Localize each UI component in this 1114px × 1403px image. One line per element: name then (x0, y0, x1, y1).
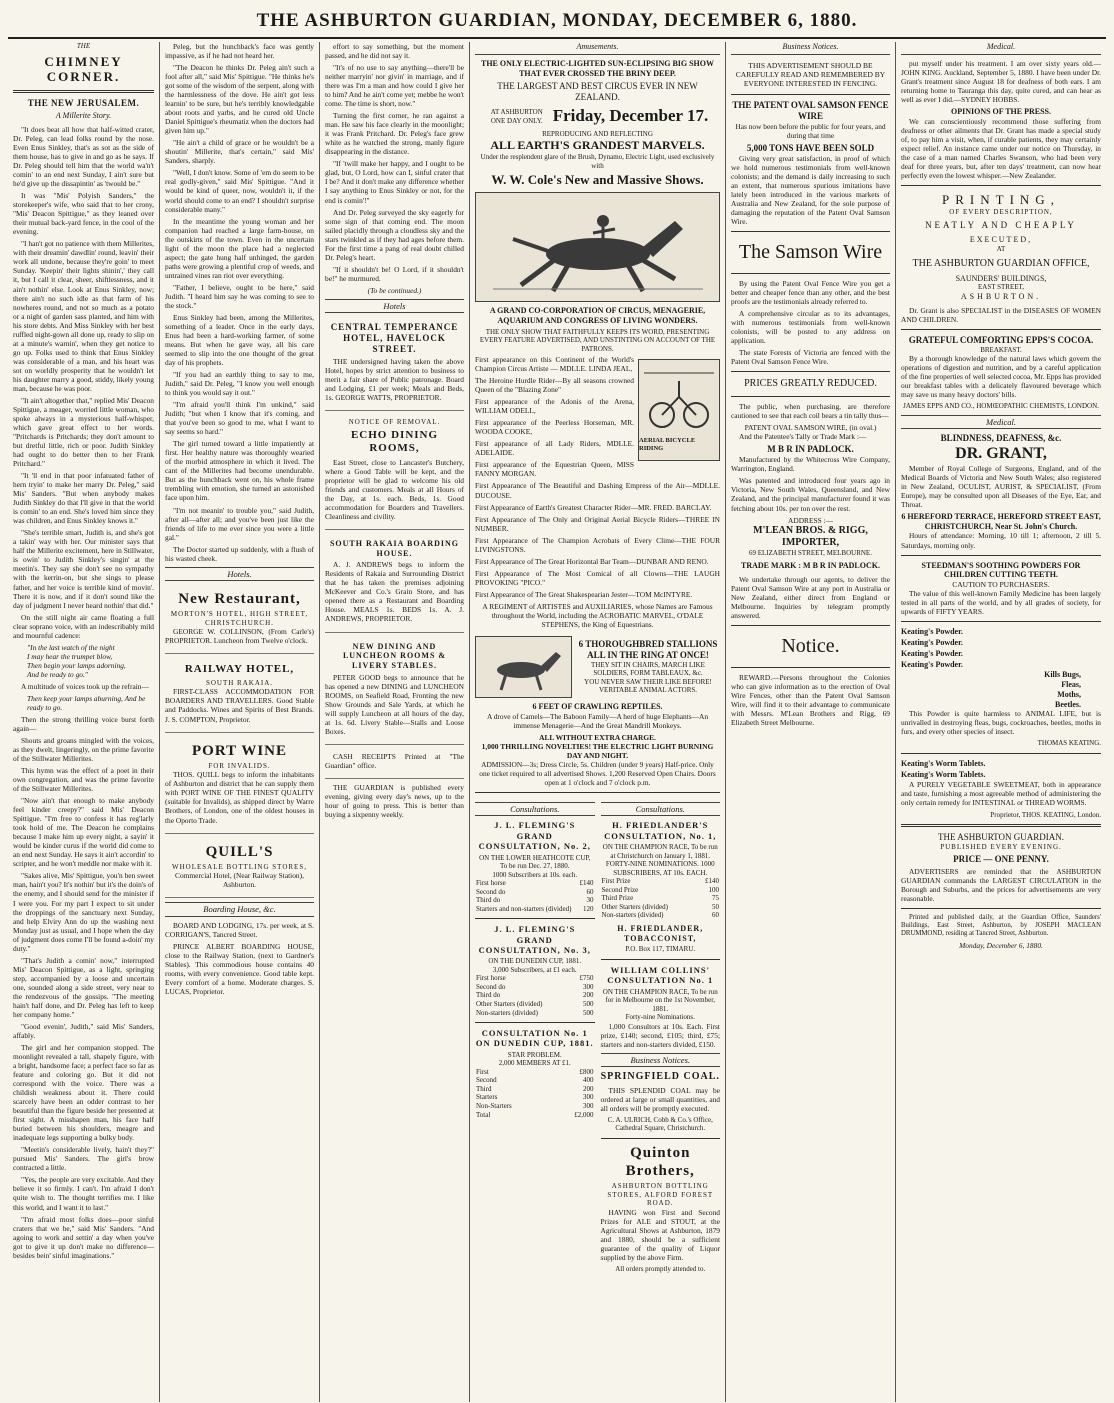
circus-act: First Appearance of The Champion Acrobats of Every Clime—THE FOUR LIVINGSTONS. (475, 535, 720, 554)
table-row: Third do 30 (476, 896, 594, 905)
story-paragraph: Peleg, but the hunchback's face was gently impassive, as if he had not heard her. (165, 42, 314, 61)
circus-reptiles: 6 FEET OF CRAWLING REPTILES. (532, 701, 663, 711)
boarding-ad: BOARD AND LODGING, 17s. per week, at S. CORRIGAN'S, Tancred Street. (165, 920, 314, 939)
kills-line: Beetles. (1055, 699, 1081, 709)
keating-powder-line: Keating's Powder. (901, 648, 963, 658)
samson-wire-title: The Samson Wire (738, 241, 883, 264)
story-paragraph: "Now ain't that enough to make anybody feel kinder creepy?" said Mis' Deacon Spittigue. "I'm free to confess it has reg'larly took hold of me. The Deacon he complains because I make him up every night, a sayin' it would be kinder curus if the world did come to an end next Sunday. He says it ain't accordin' to scripter, and he won't meddle nor make with it. (13, 796, 154, 869)
trade-mark: TRADE MARK : M B R IN PADLOCK. (741, 561, 880, 571)
prices-reduced: PRICES GREATLY REDUCED. (744, 378, 877, 390)
medical-heading: Medical. (901, 42, 1101, 55)
fleming-consultation-3-title: J. L. FLEMING'S GRAND CONSULTATION, No. 3, (478, 924, 591, 955)
bicycle-icon (644, 367, 714, 437)
boarding-heading: Boarding House, &c. (165, 902, 314, 916)
hotels-heading: Hotels (325, 299, 464, 313)
guardian-footer-title: THE ASHBURTON GUARDIAN. (937, 832, 1065, 843)
circus-stallions: 6 THOROUGHBRED STALLIONS ALL IN THE RING AT ONCE! (578, 638, 718, 660)
fleming-3-prizes (475, 974, 595, 1017)
fleming-2-prizes (475, 879, 595, 913)
steedman-title: STEEDMAN'S SOOTHING POWDERS FOR CHILDREN CUTTING TEETH. (921, 560, 1081, 580)
story-paragraph: "Good evenin', Judith," said Mis' Sanders, affably. (13, 1021, 154, 1040)
consultation-1-title: CONSULTATION No. 1 ON DUNEDIN CUP, 1881. (475, 1028, 594, 1049)
circus-camels: A drove of Camels—The Baboon Family—A herd of huge Elephants—An immense Menagerie—And the Great Mandrill Monkeys. (486, 711, 709, 730)
table-row: Second 400 (476, 1076, 594, 1085)
story-paragraph: "Father, I believe, ought to be here," said Judith. "I heard him say he was coming to see to the stock." (165, 282, 314, 310)
kills-line: Kills Bugs, (1044, 670, 1081, 680)
horse-icon (493, 199, 703, 295)
aerial-bicycle-illustration: AERIAL BICYCLE RIDING (638, 359, 720, 461)
story-paragraph: Shouts and groans mingled with the voices, as they dwelt, lingeringly, on the prime favorite of the Stillwater Millerites. (13, 735, 154, 764)
hymn-refrain: Then keep your lamps aburning, And be ready to go. (27, 693, 146, 712)
story-paragraph: "That's Judith a comin' now," interrupted Mis' Deacon Spittigue, as a light, springing step, accompanied by a loose and uncertain one, sounded along a side street, very near to the rendezvous of the gossips. "The meeting hain't half done, and Dr. Peleg has left to keep her company home." (13, 955, 154, 1019)
keating-powder-line: Keating's Powder. (901, 659, 963, 669)
story-paragraph: In the meantime the young woman and her companion had reached a large farm-house, on the outskirts of the town. Even in the uncertain light of the moon the place had a neglected aspect; the gate hung half unhinged, the garden paths were growing a plentiful crop of weeds, and untrained vines ran riot over everything. (165, 216, 314, 280)
column-business: Business Notices. THIS ADVERTISEMENT SHOULD BE CAREFULLY READ AND REMEMBERED BY EVERYONE INTERESTED IN FENCING. THE PATENT OVAL SAMSON FENCE WIRE Has now been before the public for four years, and during that time 5,000 TONS HAVE BEEN SOLD Giving very great satisfaction, in proof of which we hold numerous testimonials from well-known colonists; and the demand is daily increasing to such an extent, that numerous spurious imitations have lately been introduced in the various markets of Australia and New Zealand, for the sole purpose of damaging the reputation of the Patent Oval Samson Wire. The Samson Wire By using the Patent Oval Fence Wire you get a better and cheaper fence than any other, and the best proofs are the testimonials already referred to. A comprehensive circular as to its advantages, with numerous testimonials from well-known colonists, will be posted to any address on application. The state Forests of Victoria are fenced with the Patent Oval Samson Fence Wire. PRICES GREATLY REDUCED. The public, when purchasing, are therefore cautioned to see that each coil bears a tin tally thus— PATENT OVAL SAMSON WIRE, (in oval.) And the Patentee's Tally or Trade Mark :— M B R IN PADLOCK. Manufactured by the Whitecross Wire Company, Warrington, England. Was patented and introduced four years ago in Victoria, New South Wales, Queensland, and New Zealand, and the principal manufacturer found it was fetching about 10s. per ton over the rest. ADDRESS :— M'LEAN BROS. & RIGG, IMPORTER, 69 ELIZABETH STREET, MELBOURNE. TRADE MARK : M B R IN PADLOCK. We undertake through our agents, to deliver the Patent Oval Samson Wire at any port in Australia or New Zealand, either direct from England or Melbourne. Inquiries by telegram promptly answered. Notice. REWARD.—Persons throughout the Colonies who can give information as to the erection of Oval Wire Fences, other than the Patent Oval Samson Wire, will find it to their advantage to communicate with Messrs. M'Lean Brothers and Rigg, 69 Elizabeth Street Melbourne. (726, 42, 896, 1402)
story-paragraph: The Doctor started up suddenly, with a flush of his wasted cheek. (165, 544, 314, 563)
story-title: THE NEW JERUSALEM. (27, 98, 140, 109)
hotels-heading: Hotels. (165, 567, 314, 581)
story-paragraph: "If 'twill make her happy, and I ought to be glad, but, O Lord, how can I, sinful crater that I be? And it don't make any difference whether I say anything to Enus Sinkley or not, for the end is comin'!" (325, 159, 464, 205)
table-row: First horse £140 (476, 879, 594, 888)
to-be-continued: (To be continued.) (367, 285, 422, 295)
friedlander-1-title: H. FRIEDLANDER'S CONSULTATION, No. 1, (604, 820, 717, 841)
masthead: THE ASHBURTON GUARDIAN, MONDAY, DECEMBER 6, 1880. (8, 6, 1106, 39)
stallion-icon (481, 642, 566, 692)
table-row: First horse £750 (476, 974, 594, 983)
circus-chairs: THEY SIT IN CHAIRS, MARCH LIKE SOLDIERS, FORM TABLEAUX, &c. (591, 660, 705, 678)
tons-sold: 5,000 TONS HAVE BEEN SOLD (746, 143, 875, 154)
story-paragraph: And Dr. Peleg surveyed the sky eagerly for some sign of that coming end. The moon sailed placidly through a cloudless sky and the stars twinkled as if they had ages before them. For the first time a pang of real doubt chilled Dr. Peleg's heart. (325, 207, 464, 262)
kills-line: Fleas, (1061, 680, 1081, 690)
imprint-date: Monday, December 6, 1880. (959, 941, 1043, 951)
circus-admission: ADMISSION—3s; Dress Circle, 5s. Children (under 9 years) Half-price. Only one ticket required to all advertised Shows. 1,200 Reserved Open Chairs. Doors open at 1 o'clock and 7 o'clock p.m. (479, 760, 716, 788)
table-row: Total £2,000 (476, 1110, 594, 1119)
story-paragraph: "Meetin's considerable lively, hain't they?" pursued Mis' Sanders. The girl's brow contracted a little. (13, 1145, 154, 1173)
story-paragraph: effort to say something, but the moment passed, and he did not say it. (325, 42, 464, 61)
circus-largest: THE LARGEST AND BEST CIRCUS EVER IN NEW ZEALAND. (497, 81, 698, 103)
ad-new-restaurant: New Restaurant, MORTON'S HOTEL, HIGH STREET, CHRISTCHURCH. GEORGE W. COLLINSON, (From Carle's) PROPRIETOR. Luncheon from Twelve o'clock. (165, 585, 314, 654)
ad-railway-hotel: RAILWAY HOTEL, SOUTH RAKAIA. FIRST-CLASS ACCOMMODATION FOR BOARDERS AND TRAVELLERS. Good Stable and Paddocks. Wines and Spirits of Best Brands. J. S. COMPTON, Proprietor. (165, 658, 314, 732)
guardian-office: THE ASHBURTON GUARDIAN OFFICE, (912, 257, 1090, 269)
stallions-illustration (475, 636, 572, 698)
press-opinions-title: OPINIONS OF THE PRESS. (950, 106, 1052, 116)
circus-act: First appearance of the Peerless Horseman, MR. WOODA COOKE, (475, 418, 634, 437)
circus-cole: W. W. Cole's New and Massive Shows. (491, 172, 704, 188)
trade-mark-padlock: M B R IN PADLOCK. (767, 444, 854, 455)
circus-act: First appearance of the Equestrian Queen, MISS FANNY MORGAN. (475, 460, 634, 479)
worm-tablets-line: Keating's Worm Tablets. (901, 758, 986, 768)
column-medical: Medical. put myself under his treatment. I am over sixty years old.—JOHN KING. Auckland, September 5, 1880. I have been under Dr. Grant's treatment since August 18 for deafness of both ears. I am returning home to Tauranga this day, quite cured, and can hear as well as ever I did.—SYDNEY HOBBS. OPINIONS OF THE PRESS. We can conscientiously recommend those suffering from deafness or other ailments that Dr. Grant has made a special study of, to pay him a visit, when, if curable patients, they may certainly expect relief. An instance came under our notice on Thursday, in the case of a man named Charles Swanson, who had been very deaf for three years, but, after ten days' treatment, can now hear perfectly even the lowest whisper.—New Zealander. PRINTING, OF EVERY DESCRIPTION, NEATLY AND CHEAPLY EXECUTED, AT THE ASHBURTON GUARDIAN OFFICE, SAUNDERS' BUILDINGS, EAST STREET, ASHBURTON. Dr. Grant is also SPECIALIST in the DISEASES OF WOMEN AND CHILDREN. GRATEFUL COMFORTING EPPS'S COCOA. BREAKFAST. By a thorough knowledge of the natural laws which govern the operations of digestion and nutrition, and by a careful application of the fine properties of well selected cocoa, Mr. Epps has provided our breakfast tables with a delicately flavoured beverage which may save us many heavy doctors' bills. JAMES EPPS AND CO., HOMŒOPATHIC CHEMISTS, LONDON. Medical. BLINDNESS, DEAFNESS, &c. DR. GRANT, Member of Royal College of Surgeons, England, and of the Medical Boards of Victoria and New South Wales; also registered in New Zealand, OCULIST, AURIST, & SPECIALIST, (From Europe), may be consulted upon all Diseases of the Eye, Ear, and Throat. 6 HEREFORD TERRACE, HEREFORD STREET EAST, CHRISTCHURCH, Near St. John's Church. Hours of attendance: Morning, 10 till 1; afternoon, 2 till 5. Saturdays, morning only. STEEDMAN'S SOOTHING POWDERS FOR CHILDREN CUTTING TEETH. CAUTION TO PURCHASERS. The value of this well-known Family Medicine has been largely tested in all parts of the world, and by all grades of society, for upwards of FIFTY YEARS. Keating's Powder. Keating's Powder. Keating's Powder. Keating's Powder. Kills Bugs, Fleas, Moths, Beetles. This Powder is quite harmless to ANIMAL LIFE, but is unrivalled in destroying fleas, bugs, cockroaches, beetles, moths in furs, and every other species of insect. THOMAS KEATING. Keating's Worm Tablets. Keating's Worm Tablets. A PURELY VEGETABLE SWEETMEAT, both in appearance and taste, furnishing a most agreeable method of administering the only certain remedy for INTESTINAL or THREAD WORMS. Proprietor, THOS. KEATING, London. THE ASHBURTON GUARDIAN. PUBLISHED EVERY EVENING. PRICE — ONE PENNY. ADVERTISERS are reminded that the ASHBURTON GUARDIAN commands the LARGEST CIRCULATION in the Borough and Suburbs, and the prices for advertisements are very reasonable. Printed and published daily, at the Guardian Office, Saunders' Buildings, East Street, Ashburton, by JOSEPH MACLEAN DRUMMOND, residing at Tancred Street, Ashburton. Monday, December 6, 1880. (901, 42, 1101, 951)
ad-quills: QUILL'S WHOLESALE BOTTLING STORES, Commercial Hotel, (Near Railway Station), Ashburton. (165, 838, 314, 899)
boarding-ad: PRINCE ALBERT BOARDING HOUSE, close to the Railway Station, (next to Gardner's Stables). This commodious house contains 40 rooms, with every convenience. Good table kept. Every comfort of a home. Moderate charges. S. LUCAS, Proprietor. (165, 941, 314, 997)
circus-act: First appearance on this Continent of the World's Champion Circus Artiste — MDLLE. LINDA JEAL, (475, 355, 634, 374)
horse-rider-illustration (475, 192, 720, 302)
story-paragraph: "It 'll end in that poor infatuated father of hern tryin' to make her marry Dr. Peleg," said Mis' Sanders. "But when anybody makes Judith Sinkley do that I'll give in that the world is comin' to an end. She's loved him since they was children, and Enus Sinkley knows it." (13, 471, 154, 526)
story-paragraph: "Well, I don't know. Some of 'em do seem to be real godly-given," said Mis' Spittigue. "And it would be kind of queer, now, wouldn't it, if the world should come to an end? I shouldn't surprise considerable many." (165, 168, 314, 214)
circus-marvels: ALL EARTH'S GRANDEST MARVELS. (490, 138, 705, 153)
story-paragraph: The girl and her companion stopped. The moonlight revealed a tall, shapely figure, with a bright, handsome face; a perfect face so far as feature and coloring go. But it did not correspond with the voice. There was a childish weakness about it. There could scarcely have been an odder contrast to her beautiful than the figure beside her presented at first sight. A misshapen man, his face half buried between his shoulders, meagre and inadequate legs supporting a bulky body. (13, 1042, 154, 1143)
table-row: Non-starters (divided) 60 (601, 911, 719, 920)
patent-wire-title: THE PATENT OVAL SAMSON FENCE WIRE (732, 100, 889, 122)
column-amusements: Amusements. THE ONLY ELECTRIC-LIGHTED SUN-ECLIPSING BIG SHOW THAT EVER CROSSED THE BRINY DEEP. THE LARGEST AND BEST CIRCUS EVER IN NEW ZEALAND. AT ASHBURTON ONE DAY ONLY. Friday, December 17. REPRODUCING AND REFLECTING ALL EARTH'S GRANDEST MARVELS. Under the resplendent glare of the Brush, Dynamo, Electric Light, used exclusively with W. W. Cole's New and Massive Shows. A GRAND CO-CORPORATION OF CIRCUS, MENAGERIE, AQUARIUM AND CONGRESS OF LIVING WONDERS. THE ONLY SHOW THAT FAITHFULLY KEEPS ITS WORD, PRESENTING EVERY FEATURE ADVERTISED, AND UNSTINTING ON ACCOUNT OF THE PATRONS. First appearance on this Continent of the World's Champion Circus Artiste — MDLLE. LINDA JEAL, The Heroine Hurdle Rider—By all seasons crowned Queen of the "Blazing Zone" First appearance of the Adonis of the Arena, WILLIAM ODELL, First appearance of the Peerless Horseman, MR. WOODA COOKE, First appearance of all Lady Riders, MDLLE. ADELAIDE. First appearance of the Equestrian Queen, MISS FANNY MORGAN. AERIAL BICYCLE RIDING First Appearance of The Beautiful and Dashing Empress of the Air—MDLLE. DUCOUSE. First Appearance of Earth's Greatest Character Rider—MR. FRED. BARCLAY. First Appearance of The Only and Original Aerial Bicycle Riders—THREE IN NUMBER. First Appearance of The Champion Acrobats of Every Clime—THE FOUR LIVINGSTONS. First Appearance of The Great Horizontal Bar Team—DUNBAR AND RENO. First Appearance of The Most Comical of all Clowns—THE LAUGH PROVOKING "PICO." First Appearance of The Great Shakespearian Jester—TOM McINTYRE. A REGIMENT of ARTISTES and AUXILIARIES, whose Names are Famous throughout the World, including the ACROBATIC MARVEL, O'DALE STEPHENS, the King of Equestrians. 6 THOROUGHBRED STALLIONS ALL IN THE RING AT ONCE! THEY SIT IN CHAIRS, MARCH LIKE SOLDIERS, FORM TABLEAUX, &c. YOU NEVER SAW THEIR LIKE BEFORE! VERITABLE ANIMAL ACTORS. 6 FEET OF CRAWLING REPTILES. A drove of Camels—The Baboon Family—A herd of huge Elephants—An immense Menagerie—And the Great Mandrill Monkeys. ALL WITHOUT EXTRA CHARGE. 1,000 THRILLING NOVELTIES! THE ELECTRIC LIGHT BURNING DAY AND NIGHT. ADMISSION—3s; Dress Circle, 5s. Children (under 9 years) Half-price. Only one ticket required to all advertised Shows. 1,200 Reserved Open Chairs. Doors open at 1 o'clock and 7 o'clock p.m. Consultations. J. L. FLEMING'S GRAND CONSULTATION, No. 2, ON THE LOWER HEATHCOTE CUP, To be run Dec. 27, 1880. 1000 Subscribers at 10s. each. First horse £140 Second do 60 Third do 30 Starters and non-starters (divided) 120 J. L. FLEMING'S GRAND CONSULTATION, No. 3, ON THE DUNEDIN CUP, 1881. 3,000 Subscribers, at £1 each. First horse £750 Second do 300 Third do 200 Other Starters (divided) 500 Non-starters (divided) 500 CONSULTATION No. 1 ON DUNEDIN CUP, 1881. STAR PROBLEM. 2,000 MEMBERS AT £1. First £800 Second 400 Third 200 Starters 300 Non-Starters 300 Total £2,000 Consultations. H. FRIEDLANDER'S CONSULTATION, No. 1, ON THE CHAMPION RACE, To be run at Christchurch on January 1, 1881. FORTY-NINE NOMINATIONS. 1000 SUBSCRIBERS, AT 10s. EACH. First Prize £140 Second Prize 100 Third Prize 75 Other Starters (divided) 50 Non-starters (divided) 60 H. FRIEDLANDER, TOBACCONIST, P.O. Box 117, TIMARU. WILLIAM COLLINS' CONSULTATION No. 1 ON THE CHAMPION RACE, To be run for in Melbourne on the 1st November, 1881. Forty-nine Nominations. 1,000 Consultors at 10s. Each. First prize, £140; second, £105; third, £75; starters and non-starters divided, £150. Business Notices. SPRINGFIELD COAL. THIS SPLENDID COAL may be ordered at large or small quantities, and all orders will be promptly executed. C. A. ULRICH, Cobb & Co.'s Office, Cathedral Square, Christchurch. Quinton Brothers, ASHBURTON BOTTLING STORES, ALFORD FOREST ROAD. HAVING won First and Second Prizes for ALE and STOUT, at the Agricultural Shows at Ashburton, 1879 and 1880, should be a sufficient guarantee of the quality of Liquor supplied by the above Firm. All orders promptly attended to. (470, 42, 726, 1402)
story-paragraph: "I han't got no patience with them Millerites, with their dreamin' dawdlin' round, leavin' their work all undone, because they're goin' to meet Sunday. 'Keepin' their lights shinin',' they call it, but I call it clear, sheer, shiftlessness, and it ain't nothin' else. Look at Enus Sinkley, now; there ain't no such idle as that farm of his nowheres round, and not so much as a potato or a night of garden sass planted, and him with his store debts. And Miss Sinkley with her best ruffled night-gown all done up, ready to slip on at a minute's warnin', when they get notice to go up. Folks used to think that Enus Sinkley was considerable of a man, and his heart was sot on worldly prosperity that he wouldn't let his daughter marry a good, stiddy, likely young man, because he was poor. (13, 239, 154, 393)
circus-act: First Appearance of Earth's Greatest Character Rider—MR. FRED. BARCLAY. (475, 502, 712, 512)
circus-act: First Appearance of The Great Shakespearian Jester—TOM McINTYRE. (475, 589, 693, 599)
story-paragraph: Turning the first corner, he ran against a man. He saw his face clearly in the moonlight; it was Frank Pritchard. Dr. Peleg's face grew white as he watched the strong, manly figure disappearing in the distance. (325, 111, 464, 157)
story-subtitle: A Millerite Story. (55, 111, 112, 121)
business-heading: Business Notices. (601, 1053, 721, 1067)
circus-corporation: A GRAND CO-CORPORATION OF CIRCUS, MENAGERIE, AQUARIUM AND CONGRESS OF LIVING WONDERS. (489, 306, 706, 325)
circus-act: First Appearance of The Beautiful and Dashing Empress of the Air—MDLLE. DUCOUSE. (475, 481, 720, 500)
circus-lead: THE ONLY ELECTRIC-LIGHTED SUN-ECLIPSING BIG SHOW THAT EVER CROSSED THE BRINY DEEP. (480, 58, 715, 78)
ad-port-wine: PORT WINE FOR INVALIDS. THOS. QUILL begs to inform the inhabitants of Ashburton and district that he can supply them with PORT WINE OF THE FINEST QUALITY (suitable for Invalids), as shipped direct by Warre Brothers, of London, one of the oldest houses in the Oporto Trade. (165, 737, 314, 834)
collins-body: 1,000 Consultors at 10s. Each. First prize, £140; second, £105; third, £75; starters and non-starters divided, £150. (600, 1021, 720, 1049)
story-paragraph: "It ain't altogether that," replied Mis' Deacon Spittigue, a meager, worried little woman, who spoke always in a mysterious half-whisper, which gave great effect to her words. "Pritchards is Pritchards; they don't amount to but dretful little, rich or poor. Judith Sinkley had ought to do better then to her Frank Pritchard." (13, 395, 154, 469)
table-row: Second do 300 (476, 982, 594, 991)
springfield-title: SPRINGFIELD COAL. (600, 1071, 720, 1083)
ad-south-rakaia: SOUTH RAKAIA BOARDING HOUSE. A. J. ANDREWS begs to inform the Residents of Rakaia and Surrounding District that he has taken the premises adjoining McKeever and Co.'s Grain Store, and has opened there as a Restaurant and Boarding House. MEALS 1s. BEDS 1s. A. J. ANDREWS, PROPRIETOR. (325, 534, 464, 633)
consultations-heading: Consultations. (475, 802, 595, 816)
story-paragraph: "He ain't a child of grace or he wouldn't be a shoutin' Millerite, that's certain," said Mis' Sanders, sharply. (165, 138, 314, 166)
keating-powder-line: Keating's Powder. (901, 638, 963, 648)
circus-act: First Appearance of The Only and Original Aerial Bicycle Riders—THREE IN NUMBER. (475, 514, 720, 533)
column-story-and-hotels (160, 42, 320, 1402)
circus-act: The Heroine Hurdle Rider—By all seasons crowned Queen of the "Blazing Zone" (475, 376, 634, 395)
circus-extra: ALL WITHOUT EXTRA CHARGE. (539, 732, 656, 742)
circus-novelties: 1,000 THRILLING NOVELTIES! THE ELECTRIC LIGHT BURNING DAY AND NIGHT. (481, 741, 714, 760)
section-label: THE (76, 42, 91, 50)
story-paragraph: "Yes, the people are very excitable. And they believe it so firmly. I can't. I'm afraid I don't quite wish to. The thought terrifies me. I like this world, and I want it to last." (13, 1175, 154, 1212)
story-paragraph: Enus Sinkley had been, among the Millerites, something of a leader. Once in the early days, Enus had been a hard-working farmer, of some means. But when he gave way, all his care seemed to slip into the one thought of the great day of his prophets. (165, 312, 314, 368)
consultations-heading-2: Consultations. (601, 802, 721, 816)
keating-powder-line: Keating's Powder. (901, 627, 963, 637)
story-paragraph: "I'm not meanin' to trouble you," said Judith, after all—after all; and you've been just like the friends of life to me ever since you were a little gal." (165, 505, 314, 542)
circus-under: Under the resplendent glare of the Brush, Dynamo, Electric Light, used exclusively with (480, 153, 715, 170)
story-paragraph: "If you had an earthly thing to say to me, Judith," said Dr. Peleg, "I know you well enough to think you would say it out." (165, 370, 314, 398)
table-row: First Prize £140 (601, 877, 719, 886)
ad-echo-dining: NOTICE OF REMOVAL. ECHO DINING ROOMS, East Street, close to Lancaster's Butchery, where a Good Table will be kept, and the proprietor will be glad to welcome his old friends and customers. Meals at all Hours of the Day, at 1s. each. Beds, 1s. Good accommodation for Boarders and Travellers. Cleanliness and civility. (325, 415, 464, 530)
circus-never: YOU NEVER SAW THEIR LIKE BEFORE! VERITABLE ANIMAL ACTORS. (584, 677, 712, 695)
story-paragraph: Then the strong thrilling voice burst forth again— (13, 714, 154, 733)
table-row: Non-starters (divided) 500 (476, 1008, 594, 1017)
quinton-title: Quinton Brothers, (625, 1144, 695, 1179)
story-paragraph: The girl turned toward a little impatiently at first. Her healthy nature was thoroughly wearied of the morbid atmosphere in which it lived. The cant of the Millerites had become unendurable. But as the hunchback went on, his whole frame trembling with emotion, she turned an astonished face upon him. (165, 439, 314, 503)
ad-new-dining: NEW DINING AND LUNCHEON ROOMS & LIVERY STABLES. PETER GOOD begs to announce that he has opened a new DINING and LUNCHEON ROOMS, on Seafield Road, Fronting the new Show Grounds and Sale Yards, at which he will supply Luncheon at all hours of the day, at 1s. 6d. Livery Stable—Stalls and Loose Boxes. (325, 637, 464, 745)
circus-reproducing: REPRODUCING AND REFLECTING (542, 129, 653, 138)
table-row: Starters and non-starters (divided) 120 (476, 904, 594, 913)
printing-title: PRINTING, (942, 191, 1060, 207)
columns (8, 42, 1106, 1402)
circus-regiment: A REGIMENT of ARTISTES and AUXILIARIES, whose Names are Famous throughout the World, including the ACROBATIC MARVEL, O'DALE STEPHENS, the King of Equestrians. (482, 601, 713, 629)
fleming-consultation-2-title: J. L. FLEMING'S GRAND CONSULTATION, No. 2, (478, 820, 591, 852)
mclean-bros: M'LEAN BROS. & RIGG, IMPORTER, (753, 524, 868, 548)
table-row: Other Starters (divided) 50 (601, 902, 719, 911)
story-paragraph: A multitude of voices took up the refrain— (21, 681, 149, 691)
business-notices-heading: Business Notices. (731, 42, 890, 55)
table-row: Second Prize 100 (601, 885, 719, 894)
consultation-1-prizes (475, 1068, 595, 1119)
friedlander-prizes (601, 877, 721, 920)
story-paragraph: "I'm afraid you'll think I'm unkind," said Judith; "but when I know that it's coming, and that you've been so good to me, what I want to say seems so hard." (165, 400, 314, 437)
amusements-heading: Amusements. (475, 42, 720, 55)
table-row: Non-Starters 300 (476, 1101, 594, 1110)
worm-tablets-line: Keating's Worm Tablets. (901, 769, 986, 779)
circus-act: First Appearance of The Most Comical of all Clowns—THE LAUGH PROVOKING "PICO." (475, 568, 720, 587)
imprint: Printed and published daily, at the Guardian Office, Saunders' Buildings, East Street, Ashburton, by JOSEPH MACLEAN DRUMMOND, residing at Tancred Street, Ashburton. (901, 913, 1101, 938)
section-heading: CHIMNEY CORNER. (44, 53, 123, 85)
ad-cash-receipts: CASH RECEIPTS Printed at "The Guardian" office. (325, 749, 464, 779)
table-row: First £800 (476, 1067, 594, 1076)
guardian-notice: THE GUARDIAN is published every evening, giving every day's news, up to the hour of going to press. This is better than buying a sixpenny weekly. (325, 783, 464, 820)
notice-title: Notice. (781, 635, 840, 658)
story-paragraph: It was "Mis' Polyish Sanders," the storekeeper's wife, who said that to her crony, "Mis' Deacon Spittigue," as they leaned over their mutual back-yard fence, in the cool of the evening. (13, 191, 154, 237)
epps-cocoa-title: GRATEFUL COMFORTING EPPS'S COCOA. (908, 334, 1094, 345)
kills-line: Moths, (1057, 689, 1081, 699)
circus-at: AT ASHBURTON ONE DAY ONLY. (490, 108, 543, 125)
story-paragraph: On the still night air came floating a full clear soprano voice, with an indescribably mild and mournful cadence: (13, 612, 154, 640)
hymn-verse: "In the last watch of the night I may hear the trumpet blow, Then begin your lamps adorning, And be ready to go." (27, 642, 126, 679)
story-paragraph: This hymn was the effect of a poet in their own congregation, and was the prime favorite of the Stillwater Millerites. (13, 766, 154, 794)
story-paragraph: "If it shouldn't be! O Lord, if it shouldn't be!" he murmured. (325, 264, 464, 283)
story-paragraph: "She's terrible smart, Judith is, and she's got a takin' way with her. Our minister says that half the Millerite excitement, here in Stillwater, is owin' to Judith Sinkley's singin' at the meetin's. They say she don't see no sympathy with the kerrin-on, but she sings to please father, and her voice is terrible kind of movin'. There it is now, and if it don't sound like the day of judgment I never heard nothin' that did." (13, 528, 154, 610)
table-row: Third 200 (476, 1084, 594, 1093)
circus-date: Friday, December 17. (552, 106, 709, 126)
story-paragraph: "It does beat all how that half-witted crater, Dr. Peleg, can lead folks round by the nose. Even Enus Sinkley, that's as sot as the side of them house, has to give in and go as he says. If Dr. Peleg should tell him that the world wa'n't comin' to an end next Sunday, I ain't sure but he'd give up the dissapintin' as 'twould be." (13, 124, 154, 189)
table-row: Second do 60 (476, 887, 594, 896)
table-row: Third do 200 (476, 991, 594, 1000)
dr-grant-title: DR. GRANT, (955, 445, 1047, 463)
ad-temperance-hotel: CENTRAL TEMPERANCE HOTEL, HAVELOCK STREET. THE undersigned having taken the above Hotel, hopes by strict attention to business to merit a fair share of Public patronage. Board and Lodging, £1 per week; Meals and Beds, 1s. GEORGE WATTS, PROPRIETOR. (325, 317, 464, 411)
circus-only: THE ONLY SHOW THAT FAITHFULLY KEEPS ITS WORD, PRESENTING EVERY FEATURE ADVERTISED, AND UNSTINTING ON ACCOUNT OF THE PATRONS. (479, 327, 716, 353)
collins-title: WILLIAM COLLINS' CONSULTATION No. 1 (607, 965, 714, 986)
story-paragraph: "It's of no use to say anything—there'll be neither marryin' nor givin' in marriage, and if there was I'm a man and how could I give her to him? And he ain't come yet; mebbe he won't come. The time is short, now." (325, 63, 464, 109)
friedlander-address: H. FRIEDLANDER, TOBACCONIST, (617, 923, 704, 943)
medical-heading-2: Medical. (901, 415, 1101, 429)
column-chimney-corner (8, 42, 160, 1402)
column-hotels (320, 42, 470, 1402)
price-line: PRICE — ONE PENNY. (953, 853, 1049, 864)
story-paragraph: "Sakes alive, Mis' Spittigue, you'n ben sweet man, hain't you? It's nothin' but it's the doin's of the enemy, and I should send for the minister if I were you. For my part I expect to sit under the droppings of the sanctuary next Sunday, and help Elviry Ann do up the washing next Monday just as usual, and I hope when the day of judgment does come I'll be found a-doin' my duty." (13, 871, 154, 953)
blindness-title: BLINDNESS, DEAFNESS, &c. (940, 433, 1062, 444)
circus-act: First appearance of the Adonis of the Arena, WILLIAM ODELL, (475, 397, 634, 416)
story-paragraph: "I'm afraid most folks does—poor sinful craters that we be," said Mis' Sanders. "And agoing to work and settin' a day when you've got to give it up don't make no difference—besides bein' sinful imaginations." (13, 1214, 154, 1260)
table-row: Third Prize 75 (601, 894, 719, 903)
table-row: Other Starters (divided) 500 (476, 1000, 594, 1009)
circus-act: First appearance of all Lady Riders, MDLLE. ADELAIDE. (475, 439, 634, 458)
story-paragraph: "The Deacon he thinks Dr. Peleg ain't such a fool after all," said Mis' Spittigue. "He thinks he's got some of the wisdom of the serpent, along with the harmlessness of the dove. He ain't got less learnin' to be sure, but he's terribly knowledgable about roots and yarbs, and he cured old Uncle Daniel Spittigue's rheumatiz when the doctors had given him up." (165, 63, 314, 136)
circus-act: First Appearance of The Great Horizontal Bar Team—DUNBAR AND RENO. (475, 556, 709, 566)
fencing-warning: THIS ADVERTISEMENT SHOULD BE CAREFULLY READ AND REMEMBERED BY EVERYONE INTERESTED IN FENCING. (735, 60, 886, 89)
table-row: Starters 300 (476, 1093, 594, 1102)
